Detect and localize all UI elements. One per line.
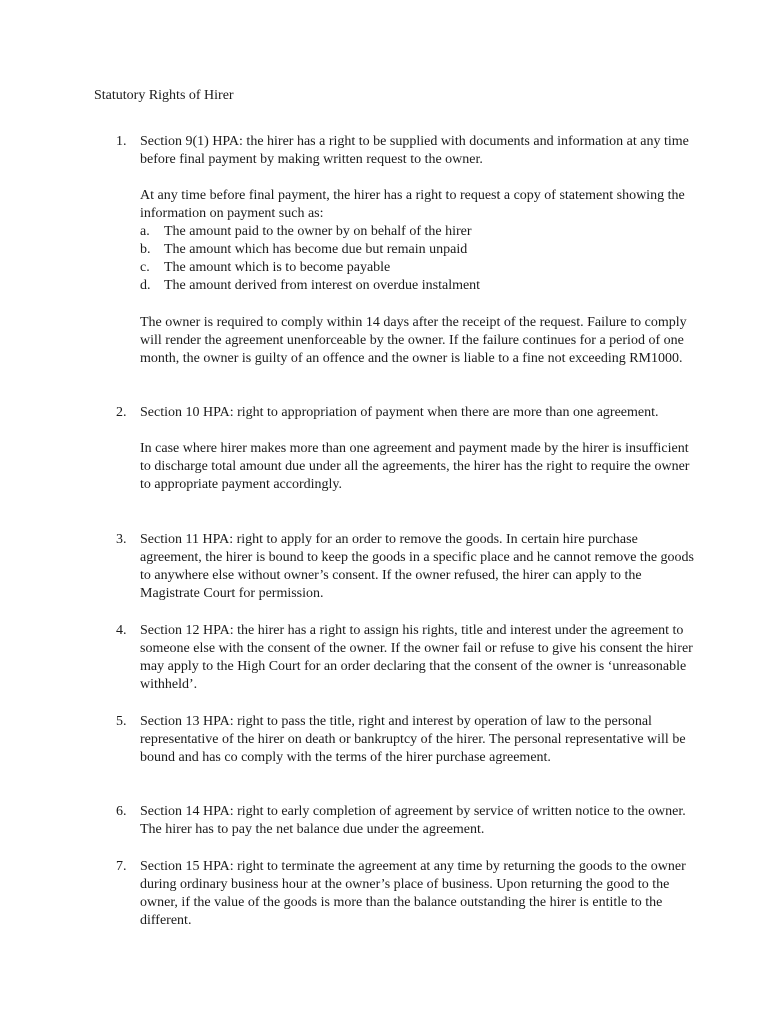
item-body <box>140 622 700 694</box>
sublist-letter: b. <box>140 242 151 257</box>
item-body <box>140 314 700 368</box>
sublist-letter: c. <box>140 260 150 275</box>
item-number: 7. <box>116 859 127 874</box>
item-paragraph: Section 11 HPA: right to apply for an order to remove the goods. In certain hire purchase agreement, the hirer is bound to keep the goods in a specific place and he cannot remove the goods to anywhere else without owner’s consent. If the owner refused, the hirer can apply to the Magistrate Court for permission. <box>140 532 694 601</box>
item-body <box>140 531 700 603</box>
item-paragraph: Section 13 HPA: right to pass the title, right and interest by operation of law to the personal representative of the hirer on death or bankruptcy of the hirer. The personal representative will be bound and has co comply with the terms of the hirer purchase agreement. <box>140 714 686 765</box>
sublist-letter: a. <box>140 224 150 239</box>
sublist-text: The amount which is to become payable <box>164 260 391 275</box>
sublist-text: The amount which has become due but remain unpaid <box>164 242 468 257</box>
sublist-item <box>118 277 718 295</box>
sublist-item <box>118 259 718 277</box>
sublist-item <box>118 223 718 241</box>
item-number: 4. <box>116 623 127 638</box>
item-paragraph: Section 10 HPA: right to appropriation of payment when there are more than one agreement. <box>140 405 659 420</box>
item-paragraph: At any time before final payment, the hirer has a right to request a copy of statement showing the information on payment such as: <box>140 188 685 221</box>
item-paragraph: In case where hirer makes more than one agreement and payment made by the hirer is insufficient to discharge total amount due under all the agreements, the hirer has the right to require the owner to appropriate payment accordingly. <box>140 441 690 492</box>
item-paragraph: Section 12 HPA: the hirer has a right to assign his rights, title and interest under the agreement to someone else with the consent of the owner. If the owner fail or refuse to give his consent the hirer may apply to the High Court for an order declaring that the consent of the owner is ‘unreasonable withheld’. <box>140 623 693 692</box>
sublist-text: The amount paid to the owner by on behalf of the hirer <box>164 224 472 239</box>
item-body <box>140 803 700 839</box>
item-paragraph: Section 14 HPA: right to early completion of agreement by service of written notice to the owner. The hirer has to pay the net balance due under the agreement. <box>140 804 686 837</box>
item-body <box>140 858 700 930</box>
item-number: 1. <box>116 134 127 149</box>
document-title: Statutory Rights of Hirer <box>94 88 234 103</box>
item-number: 3. <box>116 532 127 547</box>
item-paragraph: Section 9(1) HPA: the hirer has a right to be supplied with documents and information at any time before final payment by making written request to the owner. <box>140 134 689 167</box>
item-body <box>140 404 700 494</box>
sublist-letter: d. <box>140 278 151 293</box>
item-number: 6. <box>116 804 127 819</box>
item-body <box>140 713 700 767</box>
sublist <box>118 223 718 295</box>
item-body <box>140 133 700 223</box>
sublist-body <box>118 223 718 295</box>
sublist-text: The amount derived from interest on overdue instalment <box>164 278 481 293</box>
item-number: 2. <box>116 405 127 420</box>
item-paragraph: The owner is required to comply within 14 days after the receipt of the request. Failure to comply will render the agreement unenforceable by the owner. If the failure continues for a period of one month, the owner is guilty of an offence and the owner is liable to a fine not exceeding RM1000. <box>140 315 687 366</box>
sublist-item <box>118 241 718 259</box>
item-number: 5. <box>116 714 127 729</box>
item-paragraph: Section 15 HPA: right to terminate the agreement at any time by returning the goods to the owner during ordinary business hour at the owner’s place of business. Upon returning the good to the owner, if the value of the goods is more than the balance outstanding the hirer is entitle to the different. <box>140 859 686 928</box>
